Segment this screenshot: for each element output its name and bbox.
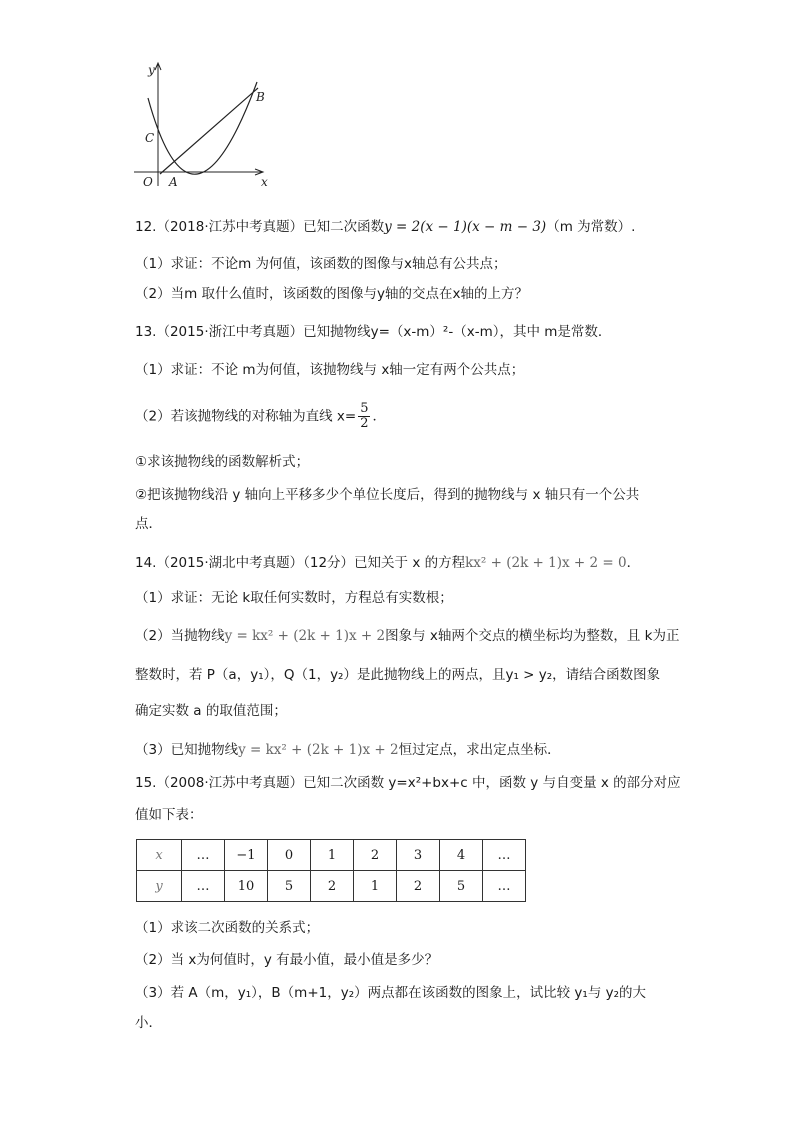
table-cell: 10: [225, 871, 268, 902]
table-cell: 4: [440, 840, 483, 871]
x-axis-label: x: [261, 175, 268, 189]
q14-part1: （1）求证：无论 k取任何实数时，方程总有实数根；: [135, 590, 453, 606]
q13-fraction-denominator: 2: [360, 416, 369, 431]
table-cell: 2: [354, 840, 397, 871]
line-ab: [160, 88, 258, 174]
table-cell: 0: [268, 840, 311, 871]
table-cell: y: [137, 871, 182, 902]
table-cell: 1: [354, 871, 397, 902]
q14-part2-line3: 确定实数 a 的取值范围；: [135, 703, 287, 719]
point-c-label: C: [145, 131, 155, 145]
y-axis-label: y: [148, 63, 155, 77]
q13-stem: 13.（2015·浙江中考真题）已知抛物线y=（x-m）²-（x-m），其中 m是常数．: [135, 324, 612, 340]
q14-stem-suffix: ．: [626, 555, 641, 571]
q13-part2: [135, 402, 386, 431]
q13-sub1: ①求该抛物线的函数解析式；: [135, 454, 310, 470]
q14-part2-suffix: 图象与 x轴两个交点的横坐标均为整数，且 k为正: [385, 628, 680, 644]
q14-part2-prefix: （2）当抛物线: [135, 628, 225, 644]
point-b-label: B: [256, 90, 265, 104]
q14-part3: [135, 740, 561, 760]
q14-part2-line1: [135, 626, 680, 646]
q12-stem: [135, 217, 635, 237]
point-a-label: A: [169, 175, 178, 189]
table-cell: 1: [311, 840, 354, 871]
q14-stem-formula: kx² + (2k + 1)x + 2 = 0: [465, 555, 627, 571]
q12-part1: （1）求证：不论m 为何值，该函数的图像与x轴总有公共点；: [135, 256, 507, 272]
q12-stem-prefix: 12.（2018·江苏中考真题）已知二次函数: [135, 219, 385, 235]
table-cell: …: [483, 840, 526, 871]
q14-stem: [135, 553, 640, 573]
q15-stem-line2: 值如下表：: [135, 807, 203, 823]
q14-part2-formula: y = kx² + (2k + 1)x + 2: [224, 628, 386, 644]
q13-sub2-line1: ②把该抛物线沿 y 轴向上平移多少个单位长度后，得到的抛物线与 x 轴只有一个公共: [135, 487, 640, 503]
q15-value-table: [136, 839, 526, 902]
table-cell: 5: [268, 871, 311, 902]
q13-part2-prefix: （2）若该抛物线的对称轴为直线 x=: [135, 408, 357, 425]
q15-stem-line1: 15.（2008·江苏中考真题）已知二次函数 y=x²+bx+c 中，函数 y 与自变量 x 的部分对应: [135, 775, 681, 791]
table-cell: x: [137, 840, 182, 871]
table-cell: …: [182, 840, 225, 871]
table-cell: 2: [397, 871, 440, 902]
q12-formula: y = 2(x − 1)(x − m − 3): [384, 219, 547, 235]
table-cell: …: [483, 871, 526, 902]
q13-part2-suffix: ．: [372, 408, 386, 425]
q13-fraction-numerator: 5: [360, 401, 369, 416]
table-cell: −1: [225, 840, 268, 871]
q14-part3-prefix: （3）已知抛物线: [135, 742, 239, 758]
q13-fraction: [358, 402, 370, 431]
parabola-curve: [148, 82, 257, 174]
q14-stem-prefix: 14.（2015·湖北中考真题）（12分）已知关于 x 的方程: [135, 555, 466, 571]
table-cell: …: [182, 871, 225, 902]
table-row-x: [137, 840, 526, 871]
q13-sub2-line2: 点．: [135, 516, 162, 532]
q12-stem-suffix: （m 为常数）.: [546, 219, 636, 235]
table-cell: 5: [440, 871, 483, 902]
q14-part3-suffix: 恒过定点，求出定点坐标．: [398, 742, 561, 758]
table-cell: 2: [311, 871, 354, 902]
q15-part1: （1）求该二次函数的关系式；: [135, 920, 320, 936]
parabola-figure: [130, 58, 280, 193]
q15-part2: （2）当 x为何值时，y 有最小值，最小值是多少？: [135, 952, 439, 968]
q14-part3-formula: y = kx² + (2k + 1)x + 2: [238, 742, 399, 758]
q15-part3-line2: 小．: [135, 1015, 162, 1031]
origin-label: O: [143, 175, 153, 189]
table-cell: 3: [397, 840, 440, 871]
q12-part2: （2）当m 取什么值时，该函数的图像与y轴的交点在x轴的上方？: [135, 286, 529, 302]
q14-part2-line2: 整数时，若 P（a，y₁），Q（1，y₂）是此抛物线上的两点，且y₁ > y₂，请结合函数图象: [135, 667, 661, 683]
q13-part1: （1）求证：不论 m为何值，该抛物线与 x轴一定有两个公共点；: [135, 362, 525, 378]
parabola-graph: [130, 58, 280, 193]
table-row-y: [137, 871, 526, 902]
q15-part3-line1: （3）若 A（m，y₁），B（m+1，y₂）两点都在该函数的图象上，试比较 y₁与 y₂的大: [135, 985, 647, 1001]
